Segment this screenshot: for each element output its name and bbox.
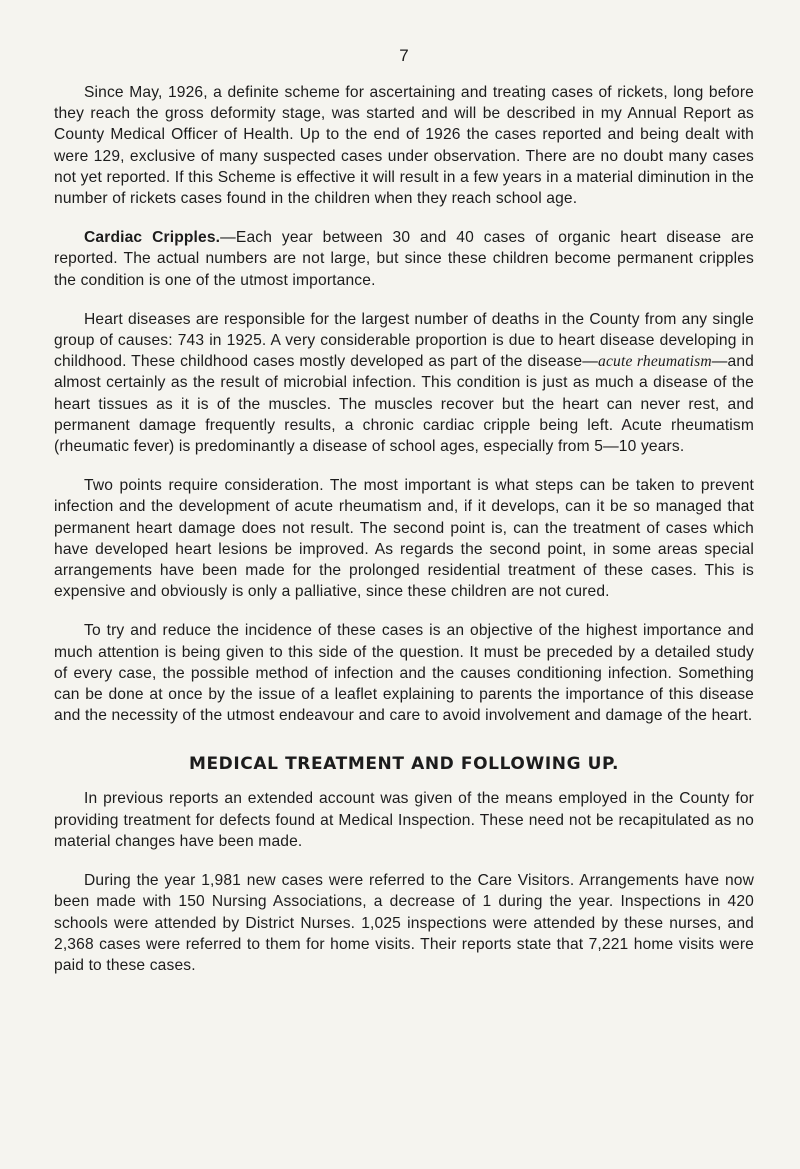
paragraph-care-visitors <box>54 870 754 976</box>
section-heading-medical-treatment: MEDICAL TREATMENT AND FOLLOWING UP. <box>188 754 620 775</box>
page-number: 7 <box>399 46 409 65</box>
paragraph-rickets-scheme <box>54 82 754 209</box>
paragraph-previous-reports <box>54 788 754 852</box>
paragraph-two-points <box>54 475 754 602</box>
paragraph-reduce-incidence-text: To try and reduce the incidence of these cases is an objective of the highest importance and much attention is being given to this side of the question. It must be preceded by a detailed study of every case, the possible method of infection and the causes conditioning infection. Something can be done at once by the issue of a leaflet explaining to parents the importance of this disease and the necessity of the utmost endeavour and care to avoid involvement and damage of the heart. <box>54 622 754 725</box>
body-text <box>54 82 754 994</box>
paragraph-care-visitors-text: During the year 1,981 new cases were referred to the Care Visitors. Arrangements have now been made with 150 Nursing Associations, a decrease of 1 during the year. Inspections in 420 schools were attended by District Nurses. 1,025 inspections were attended by these nurses, and 2,368 cases were referred to them for home visits. Their reports state that 7,221 home visits were paid to these cases. <box>54 872 754 974</box>
paragraph-rickets-text: Since May, 1926, a definite scheme for ascertaining and treating cases of rickets, long before they reach the gross deformity stage, was started and will be described in my Annual Report as County Medical Officer of Health. Up to the end of 1926 the cases reported and being dealt with were 129, exclusive of many suspected cases under observation. There are no doubt many cases not yet reported. If this Scheme is effective it will result in a few years in a material diminution in the number of rickets cases found in the children when they reach school age. <box>54 84 754 208</box>
paragraph-heart-text-1: Heart diseases are responsible for the largest number of deaths in the County from any single group of causes: 743 in 1925. A very considerable proportion is due to heart disease developing in childhood. These childhood cases mostly developed as part of the disease— <box>54 310 754 371</box>
paragraph-heart-text-2: —and almost certainly as the result of microbial infection. This condition is just as much a disease of the heart tissues as it is of the muscles. The muscles recover but the heart can never rest, and permanent damage frequently results, a chronic cardiac cripple being left. Acute rheumatism (rheumatic fever) is predominantly a disease of school ages, especially from 5—10 years. <box>54 353 755 456</box>
emphasis-acute-rheumatism: acute rheumatism <box>598 353 712 371</box>
run-in-heading-cardiac-cripples: Cardiac Cripples. <box>84 229 221 247</box>
paragraph-cardiac-cripples <box>54 227 754 291</box>
document-page <box>54 0 754 1169</box>
paragraph-reduce-incidence <box>54 620 754 726</box>
paragraph-heart-diseases <box>54 309 754 457</box>
paragraph-two-points-text: Two points require consideration. The most important is what steps can be taken to prevent infection and the development of acute rheumatism and, if it develops, can it be so managed that permanent heart damage does not result. The second point is, can the treatment of cases which have developed heart lesions be improved. As regards the second point, in some areas special arrangements have been made for the prolonged residential treatment of these cases. This is expensive and obviously is only a palliative, since these children are not cured. <box>54 477 754 601</box>
paragraph-cardiac-text: —Each year between 30 and 40 cases of organic heart disease are reported. The actual numbers are not large, but since these children become permanent cripples the condition is one of the utmost importance. <box>54 229 754 289</box>
paragraph-previous-reports-text: In previous reports an extended account was given of the means employed in the County for providing treatment for defects found at Medical Inspection. These need not be recapitulated as no material changes have been made. <box>54 790 754 850</box>
